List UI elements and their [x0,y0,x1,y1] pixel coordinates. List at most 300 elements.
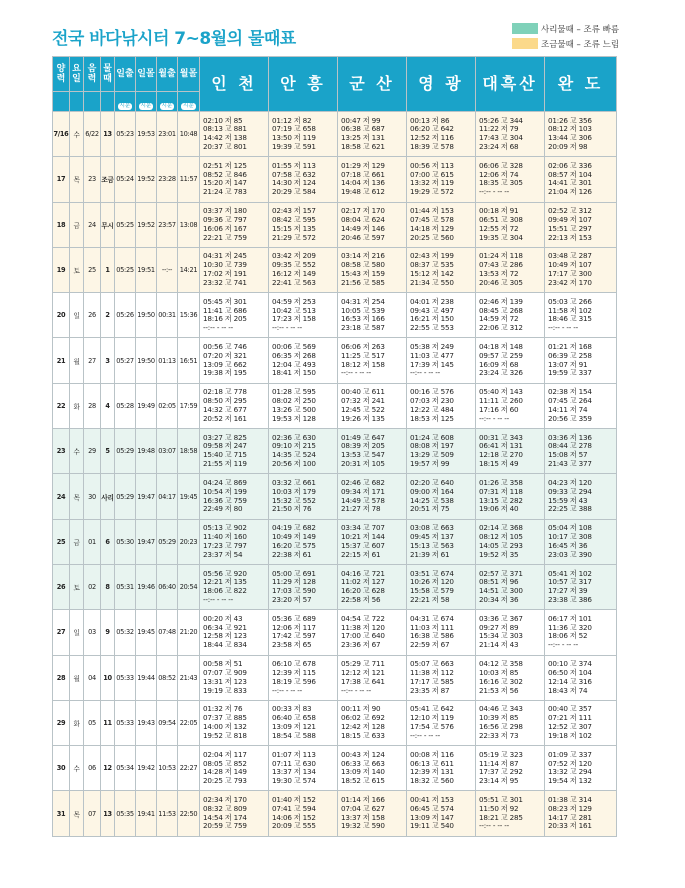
tide-cell-gunsan [338,157,407,202]
unit-sunrise [115,92,136,112]
tide-cell-daeheuksan [476,429,545,474]
tide-entry: 05:07 고 663 [410,659,454,669]
tide-cell-incheon [200,700,269,745]
sunset-cell: 19:51 [136,247,157,292]
tide-entry: 06:45 고 574 [410,803,454,813]
tide-entry: 10:26 저 120 [410,577,454,587]
tide-entry: 00:06 고 569 [272,342,316,352]
weekday-cell: 수 [70,429,84,474]
tide-entry: 18:44 고 834 [203,640,247,650]
tide-entry: 08:32 고 809 [203,803,247,813]
header-weekday: 요일 [70,57,84,92]
tide-entry: 18:58 고 621 [341,141,385,151]
table-row [53,202,617,247]
tide-cell-anheung [269,791,338,836]
tide-entry: --:-- - -- -- [548,323,579,333]
tide-entry: --:-- - -- -- [341,685,372,695]
tide-entry: 09:27 저 89 [479,622,519,632]
tide-entry: --:-- - -- -- [203,323,234,333]
tide-entry: 11:50 저 92 [479,803,519,813]
tide-entry: 09:43 고 497 [410,305,454,315]
tide-entry: 12:58 저 123 [203,631,247,641]
table-row [53,610,617,655]
tide-entry: 01:38 고 314 [548,795,592,804]
weekday-cell: 일 [70,610,84,655]
tide-cell-yeonggwang [407,157,476,202]
tide-entry: 16:45 저 36 [548,540,588,550]
tide-entry: 18:19 고 596 [272,676,316,686]
weekday-cell: 월 [70,655,84,700]
tide-entry: 06:10 고 678 [272,659,316,669]
tide-entry: 12:39 저 131 [410,767,454,777]
header-tide-phase: 물때 [101,57,115,92]
tide-entry: 11:41 고 686 [203,305,247,315]
tide-cell-anheung [269,655,338,700]
tide-entry: 06:13 고 611 [410,758,454,768]
tide-entry: 18:35 고 305 [479,178,523,188]
tide-entry: 11:25 고 517 [341,350,385,360]
unit-spacer [101,92,115,112]
lunar-date-cell: 28 [84,383,101,428]
tide-entry: 16:21 저 150 [410,314,454,324]
tide-entry: 08:37 고 535 [410,260,454,270]
solar-date-cell: 29 [53,700,70,745]
sunset-cell: 19:52 [136,202,157,247]
tide-entry: 19:19 고 833 [203,685,247,695]
tide-entry: 00:40 고 611 [341,387,385,397]
tide-cell-wando [545,202,617,247]
tide-entry: 17:16 저 60 [479,404,519,414]
tide-entry: 13:31 저 123 [203,676,247,686]
tide-entry: --:-- - -- -- [479,413,510,423]
tide-entry: 19:57 저 99 [410,459,450,469]
tide-entry: 08:57 저 104 [548,169,592,179]
tide-cell-anheung [269,247,338,292]
tide-entry: 21:53 저 56 [479,685,519,695]
moonrise-cell: 11:53 [157,791,178,836]
tide-entry: 17:02 저 191 [203,269,247,279]
header-sunrise: 일출 [115,57,136,92]
tide-table [52,56,617,837]
tide-entry: 12:14 고 316 [548,676,592,686]
tide-entry: 00:41 저 153 [410,795,454,804]
tide-entry: 01:40 저 152 [272,795,316,804]
tide-entry: 02:46 저 139 [479,296,523,306]
tide-cell-anheung [269,383,338,428]
tide-entry: 12:21 저 135 [203,577,247,587]
tide-entry: 08:04 고 624 [341,214,385,224]
table-header [53,57,617,112]
solar-date-cell: 17 [53,157,70,202]
tide-entry: 12:06 저 74 [479,169,519,179]
tide-cell-yeonggwang [407,338,476,383]
tide-entry: 21:56 고 585 [341,277,385,287]
tide-entry: --:-- - -- -- [479,187,510,197]
tide-entry: 06:17 저 101 [548,613,592,623]
tide-entry: 13:53 저 72 [479,269,519,279]
tide-entry: 12:22 고 484 [410,404,454,414]
tide-cell-anheung [269,519,338,564]
tide-entry: 21:50 저 76 [272,504,312,514]
weekday-cell: 목 [70,157,84,202]
tide-entry: 08:51 저 96 [479,577,519,587]
solar-date-cell: 25 [53,519,70,564]
sunset-cell: 19:47 [136,474,157,519]
tide-phase-cell: 무시 [101,202,115,247]
tide-cell-wando [545,338,617,383]
tide-cell-anheung [269,610,338,655]
tide-entry: 07:45 고 578 [410,214,454,224]
tide-phase-cell: 1 [101,247,115,292]
tide-entry: 01:49 고 647 [341,432,385,442]
tide-entry: 17:54 고 576 [410,722,454,731]
tide-entry: 16:06 저 167 [203,223,247,233]
tide-entry: 14:00 저 132 [203,722,247,731]
tide-entry: 00:47 저 99 [341,115,381,125]
moonrise-cell: 09:54 [157,700,178,745]
sunset-cell: 19:41 [136,791,157,836]
lunar-date-cell: 06 [84,746,101,791]
solar-date-cell: 31 [53,791,70,836]
page-title: 전국 바다낚시터 7~8월의 물때표 [52,29,296,49]
tide-entry: 14:18 저 129 [410,223,454,233]
tide-entry: 06:34 고 921 [203,622,247,632]
tide-cell-wando [545,157,617,202]
tide-entry: 23:37 저 54 [203,549,243,559]
tide-entry: 14:06 저 152 [272,812,316,822]
table-row [53,429,617,474]
tide-cell-yeonggwang [407,700,476,745]
tide-cell-wando [545,564,617,609]
tide-entry: 17:38 고 641 [341,676,385,686]
tide-entry: 06:06 저 263 [341,342,385,352]
unit-spacer [70,92,84,112]
moonrise-cell: 02:05 [157,383,178,428]
weekday-cell: 일 [70,293,84,338]
table-row [53,746,617,791]
tide-entry: 00:58 저 51 [203,659,243,669]
tide-entry: 06:02 고 692 [341,713,385,723]
tide-entry: 22:06 고 312 [479,323,523,333]
tide-entry: 23:24 저 68 [479,141,519,151]
tide-entry: 01:26 고 356 [548,115,592,125]
tide-entry: 22:15 저 61 [341,549,381,559]
tide-entry: 01:32 저 76 [203,704,243,714]
tide-entry: 01:07 저 113 [272,749,316,759]
tide-entry: 07:21 저 111 [548,713,592,723]
tide-cell-gunsan [338,293,407,338]
tide-entry: 17:42 고 597 [272,631,316,641]
tide-entry: 18:46 고 315 [548,314,592,324]
tide-entry: 08:45 고 268 [479,305,523,315]
tide-entry: 01:21 저 168 [548,342,592,352]
moonrise-cell: 00:31 [157,293,178,338]
tide-entry: 08:08 저 197 [410,441,454,451]
solar-date-cell: 7/16 [53,112,70,157]
tide-entry: 14:35 고 524 [272,450,316,460]
tide-entry: 18:15 고 633 [341,730,385,740]
sunrise-cell: 05:33 [115,700,136,745]
tide-entry: 01:12 저 82 [272,115,312,125]
header-location-wando: 완 도 [545,57,617,112]
tide-entry: 08:23 저 129 [548,803,592,813]
tide-entry: 16:38 고 586 [410,631,454,641]
tide-entry: 08:44 고 278 [548,441,592,451]
tide-cell-incheon [200,338,269,383]
tide-cell-daeheuksan [476,202,545,247]
tide-entry: 01:24 고 608 [410,432,454,442]
tide-entry: 09:45 저 137 [410,532,454,542]
tide-entry: 08:50 저 295 [203,396,247,406]
tide-entry: 07:00 고 615 [410,169,454,179]
tide-entry: 11:02 저 127 [341,577,385,587]
tide-entry: 14:54 저 174 [203,812,247,822]
tide-entry: 07:20 저 321 [203,350,247,360]
tide-entry: 20:46 고 305 [479,277,523,287]
tide-entry: --:-- - -- -- [272,685,303,695]
tide-phase-cell: 9 [101,610,115,655]
tide-entry: 13:07 저 91 [548,359,588,369]
tide-entry: 06:06 고 328 [479,160,523,170]
table-row [53,383,617,428]
tide-entry: 18:54 고 588 [272,730,316,740]
weekday-cell: 토 [70,247,84,292]
moonset-cell: 13:08 [178,202,200,247]
tide-entry: 22:33 저 73 [479,730,519,740]
header-location-daeheuksan: 대흑산 [476,57,545,112]
tide-entry: 23:36 저 67 [341,640,381,650]
weekday-cell: 금 [70,519,84,564]
tide-entry: 13:09 저 140 [341,767,385,777]
tide-cell-daeheuksan [476,383,545,428]
tide-entry: --:-- - -- -- [548,640,579,650]
tide-entry: 06:33 고 663 [341,758,385,768]
tide-entry: 20:56 저 100 [272,459,316,469]
tide-entry: 18:39 고 578 [410,141,454,151]
tide-entry: 00:56 저 113 [410,160,454,170]
tide-cell-wando [545,293,617,338]
tide-cell-daeheuksan [476,247,545,292]
tide-entry: 03:34 고 707 [341,523,385,533]
tide-entry: 20:56 고 359 [548,413,592,423]
tide-entry: 16:20 고 628 [341,586,385,596]
tide-entry: 18:06 고 822 [203,586,247,596]
tide-entry: 17:37 고 292 [479,767,523,777]
tide-cell-gunsan [338,655,407,700]
tide-entry: 01:29 저 129 [341,160,385,170]
tide-cell-daeheuksan [476,791,545,836]
tide-cell-incheon [200,383,269,428]
tide-entry: 19:32 고 590 [341,821,385,831]
tide-cell-daeheuksan [476,519,545,564]
tide-entry: 07:52 저 120 [548,758,592,768]
solar-date-cell: 30 [53,746,70,791]
moonset-cell: 21:20 [178,610,200,655]
moonset-cell: 17:59 [178,383,200,428]
tide-entry: 01:14 저 166 [341,795,385,804]
tide-entry: 05:26 고 344 [479,115,523,125]
tide-cell-wando [545,746,617,791]
unit-label: 시분 [183,103,194,109]
sunset-cell: 19:42 [136,746,157,791]
weekday-cell: 목 [70,474,84,519]
moonrise-cell: 04:17 [157,474,178,519]
tide-entry: --:-- - -- -- [410,730,441,740]
tide-entry: 02:52 고 312 [548,206,592,216]
tide-entry: 04:01 저 238 [410,296,454,306]
tide-entry: 14:04 저 136 [341,178,385,188]
tide-entry: 11:38 저 120 [341,622,385,632]
tide-entry: 01:44 저 153 [410,206,454,216]
tide-entry: 00:08 저 116 [410,749,454,759]
tide-cell-yeonggwang [407,791,476,836]
sunrise-cell: 05:35 [115,791,136,836]
tide-entry: 03:36 고 367 [479,613,523,623]
tide-entry: 23:18 고 587 [341,323,385,333]
sunset-cell: 19:45 [136,610,157,655]
tide-phase-cell: 5 [101,429,115,474]
tide-cell-incheon [200,564,269,609]
moonrise-cell: --:-- [157,247,178,292]
tide-entry: --:-- - -- -- [272,323,303,333]
lunar-date-cell: 05 [84,700,101,745]
tide-entry: 13:50 저 119 [272,133,316,143]
tide-cell-wando [545,112,617,157]
legend-label-spring: 사리물때 – 조류 빠름 [541,24,620,35]
tide-entry: 09:57 고 259 [479,350,523,360]
unit-spacer [84,92,101,112]
sunset-cell: 19:49 [136,383,157,428]
tide-entry: 08:02 저 250 [272,396,316,406]
tide-entry: 19:35 고 304 [479,232,523,242]
tide-entry: 09:34 저 171 [341,486,385,496]
tide-entry: 13:26 고 500 [272,404,316,414]
tide-entry: 00:40 고 357 [548,704,592,714]
tide-cell-daeheuksan [476,112,545,157]
moonrise-cell: 23:01 [157,112,178,157]
tide-entry: 12:06 저 117 [272,622,316,632]
weekday-cell: 수 [70,112,84,157]
moonset-cell: 22:05 [178,700,200,745]
tide-entry: 07:58 고 632 [272,169,316,179]
tide-cell-incheon [200,429,269,474]
tide-cell-yeonggwang [407,202,476,247]
tide-cell-daeheuksan [476,746,545,791]
tide-phase-cell: 10 [101,655,115,700]
tide-entry: 03:36 저 136 [548,432,592,442]
tide-entry: 17:43 고 304 [479,133,523,143]
tide-cell-wando [545,610,617,655]
header-solar: 양력 [53,57,70,92]
tide-entry: 13:09 고 662 [203,359,247,369]
tide-entry: 12:04 고 493 [272,359,316,369]
tide-entry: 18:41 저 150 [272,368,316,378]
tide-entry: 14:17 고 281 [548,812,592,822]
tide-entry: 22:49 저 80 [203,504,243,514]
tide-cell-gunsan [338,247,407,292]
tide-entry: 01:09 고 337 [548,749,592,759]
tide-entry: 07:18 고 661 [341,169,385,179]
tide-entry: 18:06 저 52 [548,631,588,641]
tide-cell-yeonggwang [407,746,476,791]
lunar-date-cell: 26 [84,293,101,338]
sunset-cell: 19:43 [136,700,157,745]
tide-entry: 15:08 저 57 [548,450,588,460]
lunar-date-cell: 25 [84,247,101,292]
tide-entry: 04:31 저 245 [203,251,247,261]
tide-entry: 19:54 저 132 [548,776,592,786]
tide-entry: 12:39 저 115 [272,667,316,677]
unit-sunset [136,92,157,112]
tide-cell-yeonggwang [407,429,476,474]
lunar-date-cell: 04 [84,655,101,700]
table-row [53,564,617,609]
header-location-anheung: 안 흥 [269,57,338,112]
tide-entry: 08:42 고 595 [272,214,316,224]
tide-entry: 23:35 저 87 [410,685,450,695]
tide-entry: 02:20 고 640 [410,477,454,487]
tide-entry: 05:03 고 266 [548,296,592,306]
tide-entry: 17:27 저 39 [548,586,588,596]
tide-entry: 10:30 고 739 [203,260,247,270]
lunar-date-cell: 23 [84,157,101,202]
sunrise-cell: 05:29 [115,474,136,519]
unit-label: 시분 [140,103,152,109]
tide-entry: 04:59 저 253 [272,296,316,306]
solar-date-cell: 23 [53,429,70,474]
tide-entry: 06:40 고 658 [272,713,316,723]
tide-entry: 17:23 저 158 [272,314,316,324]
tide-entry: 19:39 고 591 [272,141,316,151]
tide-entry: 11:22 저 79 [479,124,519,134]
tide-entry: 16:53 저 166 [341,314,385,324]
tide-entry: 19:59 고 337 [548,368,592,378]
tide-entry: 19:06 저 40 [479,504,519,514]
moonset-cell: 19:45 [178,474,200,519]
tide-entry: 15:51 고 297 [548,223,592,233]
tide-cell-anheung [269,564,338,609]
tide-entry: 10:03 저 85 [479,667,519,677]
tide-entry: --:-- - -- -- [479,821,510,831]
tide-entry: --:-- - -- -- [341,368,372,378]
header-location-incheon: 인 천 [200,57,269,112]
tide-cell-incheon [200,112,269,157]
tide-entry: 14:25 고 538 [410,495,454,505]
tide-entry: 12:52 저 116 [410,133,454,143]
tide-entry: 07:37 고 885 [203,713,247,723]
tide-entry: 00:56 고 746 [203,342,247,352]
tide-cell-gunsan [338,791,407,836]
tide-entry: 03:48 고 287 [548,251,592,261]
moonrise-cell: 23:28 [157,157,178,202]
tide-cell-yeonggwang [407,610,476,655]
tide-entry: 15:15 저 135 [272,223,316,233]
tide-entry: 13:44 고 306 [548,133,592,143]
sunset-cell: 19:53 [136,112,157,157]
table-row [53,338,617,383]
sunrise-cell: 05:26 [115,293,136,338]
tide-entry: 03:27 고 825 [203,432,247,442]
tide-cell-daeheuksan [476,474,545,519]
tide-entry: 11:58 저 102 [548,305,592,315]
tide-entry: 23:03 고 390 [548,549,592,559]
tide-entry: 03:32 고 661 [272,477,316,487]
moonrise-cell: 05:29 [157,519,178,564]
tide-entry: 22:25 고 388 [548,504,592,514]
tide-cell-yeonggwang [407,564,476,609]
tide-entry: 00:43 저 124 [341,749,385,759]
tide-entry: 18:52 고 615 [341,776,385,786]
